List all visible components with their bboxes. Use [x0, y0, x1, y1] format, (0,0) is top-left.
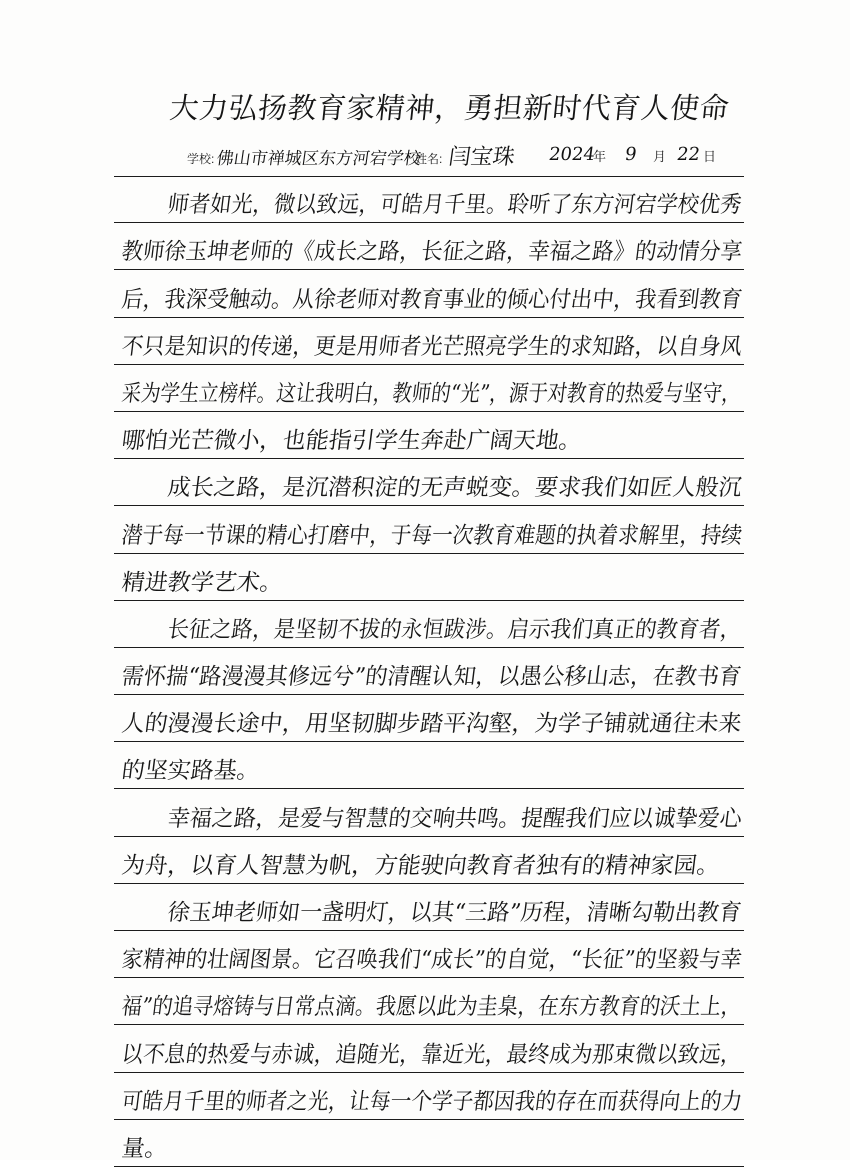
- header-info-row: [187, 138, 747, 174]
- essay-line-text: 幸福之路，是爱与智慧的交响共鸣。提醒我们应以诚挚爱心: [166, 805, 744, 832]
- essay-line-text: 为舟，以育人智慧为帆，方能驶向教育者独有的精神家园。: [120, 852, 722, 879]
- essay-title: 大力弘扬教育家精神，勇担新时代育人使命: [168, 91, 732, 125]
- essay-line: [114, 176, 744, 223]
- essay-line: [114, 506, 744, 553]
- essay-line-text: 人的漫漫长途中，用坚韧脚步踏平沟壑，为学子铺就通往未来: [120, 711, 744, 738]
- essay-line-text: 哪怕光芒微小，也能指引学生奔赴广阔天地。: [120, 428, 584, 455]
- essay-line: [114, 648, 744, 695]
- date-month: 9: [623, 144, 638, 165]
- essay-line-text: 师者如光，微以致远，可皓月千里。聆听了东方河宕学校优秀: [166, 192, 744, 219]
- essay-line: [114, 601, 744, 648]
- essay-line: [114, 270, 744, 317]
- date-month-unit: 月: [653, 149, 667, 164]
- essay-line-text: 可皓月千里的师者之光，让每一个学子都因我的存在而获得向上的力: [120, 1088, 744, 1115]
- essay-line: [114, 884, 744, 931]
- essay-line-text: 精进教学艺术。: [120, 569, 285, 596]
- essay-line-text: 后，我深受触动。从徐老师对教育事业的倾心付出中，我看到教育: [120, 286, 744, 313]
- essay-line: [114, 695, 744, 742]
- essay-line: [114, 1073, 744, 1120]
- date-day: 22: [675, 144, 702, 165]
- essay-line: [114, 837, 744, 884]
- essay-line-text: 长征之路，是坚韧不拔的永恒跋涉。启示我们真正的教育者，: [166, 616, 744, 643]
- essay-line-text: 量。: [120, 1135, 170, 1162]
- essay-line: [114, 318, 744, 365]
- essay-line-text: 需怀揣“路漫漫其修远兮”的清醒认知，以愚公移山志，在教书育: [120, 664, 743, 691]
- essay-line-text: 的坚实路基。: [120, 758, 262, 785]
- date-year: 2024: [547, 144, 597, 165]
- essay-line: [114, 978, 744, 1025]
- essay-line: [114, 789, 744, 836]
- essay-line: [114, 412, 744, 459]
- essay-line: [114, 365, 744, 412]
- essay-line-text: 家精神的壮阔图景。它召唤我们“成长”的自觉，“长征”的坚毅与幸: [120, 947, 744, 974]
- essay-line: [114, 554, 744, 601]
- school-value: 佛山市禅城区东方河宕学校: [215, 149, 423, 169]
- essay-line: [114, 223, 744, 270]
- essay-line: [114, 459, 744, 506]
- essay-line-text: 以不息的热爱与赤诚，追随光，靠近光，最终成为那束微以致远，: [120, 1041, 744, 1068]
- date-day-unit: 日: [703, 149, 717, 164]
- essay-body: [114, 176, 744, 1167]
- name-label: 姓名:: [415, 152, 443, 166]
- essay-line: [114, 1025, 744, 1072]
- date-year-unit: 年: [593, 149, 607, 164]
- essay-line-text: 潜于每一节课的精心打磨中，于每一次教育难题的执着求解里，持续: [120, 522, 744, 549]
- essay-line-text: 福”的追寻熔铸与日常点滴。我愿以此为圭臬，在东方教育的沃土上，: [120, 994, 743, 1021]
- essay-line: [114, 742, 744, 789]
- essay-line-text: 徐玉坤老师如一盏明灯，以其“三路”历程，清晰勾勒出教育: [166, 900, 743, 926]
- name-value: 闫宝珠: [446, 145, 517, 170]
- essay-line-text: 采为学生立榜样。这让我明白，教师的“光”，源于对教育的热爱与坚守，: [120, 380, 743, 407]
- school-label: 学校:: [187, 152, 215, 166]
- essay-line: [114, 931, 744, 978]
- essay-line-text: 教师徐玉坤老师的《成长之路，长征之路，幸福之路》的动情分享: [120, 239, 744, 266]
- essay-line-text: 成长之路，是沉潜积淀的无声蜕变。要求我们如匠人般沉: [166, 475, 744, 502]
- essay-line-text: 不只是知识的传递，更是用师者光芒照亮学生的求知路，以自身风: [120, 333, 744, 360]
